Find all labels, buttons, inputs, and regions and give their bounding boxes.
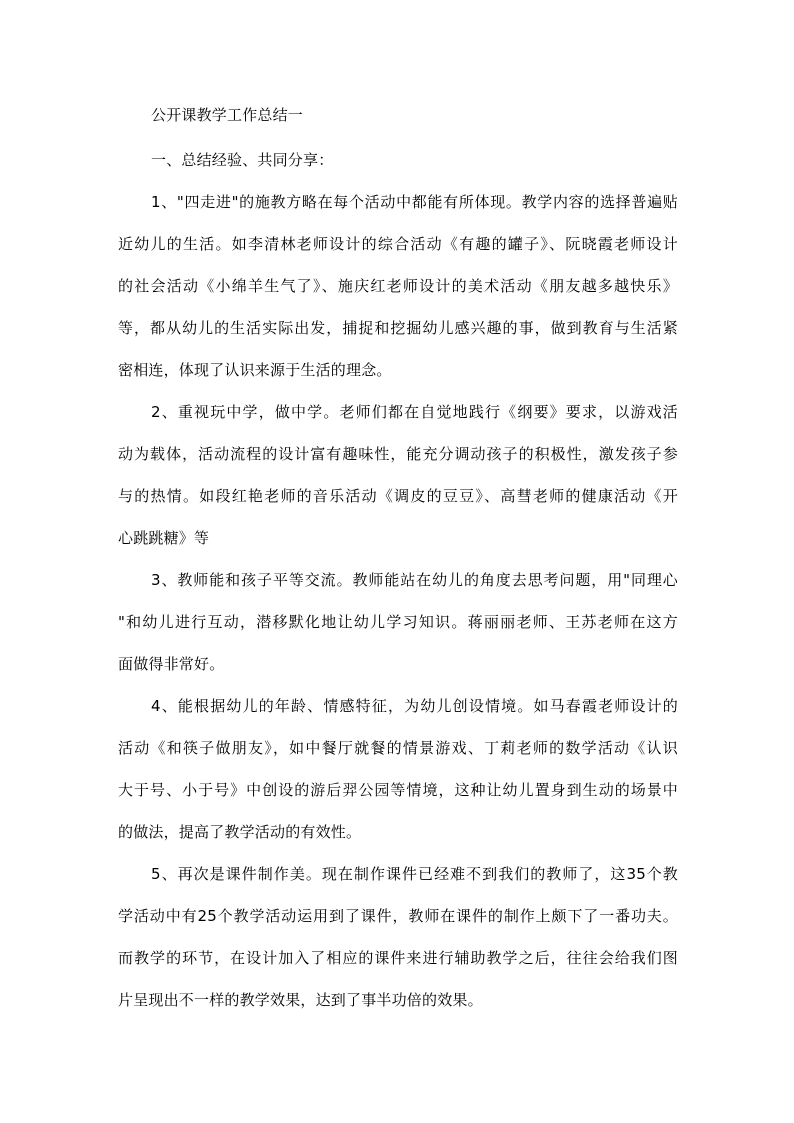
paragraph-line: 2、重视玩中学，做中学。老师们都在自觉地践行《纲要》要求，以游戏活 xyxy=(151,403,678,421)
paragraph-line: 近幼儿的生活。如李清林老师设计的综合活动《有趣的罐子》、阮晓霞老师设计 xyxy=(118,235,678,253)
paragraph-line: 片呈现出不一样的教学效果，达到了事半功倍的效果。 xyxy=(118,991,483,1009)
paragraph-line: 3、教师能和孩子平等交流。教师能站在幼儿的角度去思考问题，用"同理心 xyxy=(151,571,678,589)
paragraph-line: 密相连，体现了认识来源于生活的理念。 xyxy=(118,361,392,379)
document-title: 公开课教学工作总结一 xyxy=(151,106,304,124)
paragraph-line: 1、"四走进"的施教方略在每个活动中都能有所体现。教学内容的选择普遍贴 xyxy=(151,193,678,211)
paragraph-line: "和幼儿进行互动，潜移默化地让幼儿学习知识。蒋丽丽老师、王苏老师在这方 xyxy=(118,613,678,631)
paragraph-line: 与的热情。如段红艳老师的音乐活动《调皮的豆豆》、高彗老师的健康活动《开 xyxy=(118,487,678,505)
paragraph-line: 大于号、小于号》中创设的游后羿公园等情境，这种让幼儿置身到生动的场景中 xyxy=(118,781,678,799)
section-heading: 一、总结经验、共同分享： xyxy=(151,151,334,169)
paragraph-line: 5、再次是课件制作美。现在制作课件已经难不到我们的教师了，这35个教 xyxy=(151,865,678,883)
paragraph-line: 动为载体，活动流程的设计富有趣味性，能充分调动孩子的积极性，激发孩子参 xyxy=(118,445,678,463)
paragraph-line: 而教学的环节，在设计加入了相应的课件来进行辅助教学之后，往往会给我们图 xyxy=(118,949,678,967)
paragraph-line: 心跳跳糖》等 xyxy=(118,529,210,547)
paragraph-line: 活动《和筷子做朋友》，如中餐厅就餐的情景游戏、丁莉老师的数学活动《认识 xyxy=(118,739,678,757)
paragraph-line: 的社会活动《小绵羊生气了》、施庆红老师设计的美术活动《朋友越多越快乐》 xyxy=(118,277,678,295)
paragraph-line: 4、能根据幼儿的年龄、情感特征，为幼儿创设情境。如马春霞老师设计的 xyxy=(151,697,678,715)
paragraph-line: 等，都从幼儿的生活实际出发，捕捉和挖掘幼儿感兴趣的事，做到教育与生活紧 xyxy=(118,319,678,337)
paragraph-line: 学活动中有25个教学活动运用到了课件，教师在课件的制作上颇下了一番功夫。 xyxy=(118,907,678,925)
paragraph-line: 的做法，提高了教学活动的有效性。 xyxy=(118,823,362,841)
paragraph-line: 面做得非常好。 xyxy=(118,655,225,673)
